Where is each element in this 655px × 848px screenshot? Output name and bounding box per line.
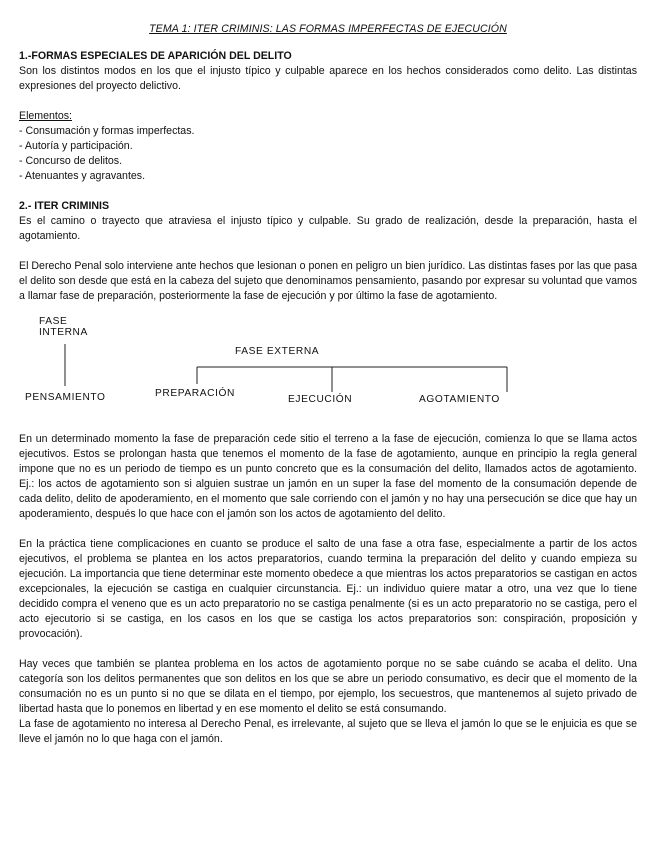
ejecucion-label: EJECUCIÓN: [288, 394, 353, 405]
body-paragraph-2: En la práctica tiene complicaciones en cuanto se produce el salto de una fase a otra fase, especialmente a partir de los actos ejecutivos, el problema se plantea en los actos preparatorios, cuando termina la preparación del delito y cuando empieza su ejecución. La importancia que tiene determinar este momento obedece a que mientras los actos preparatorios se castigan en actos excepcionales, la ejecución se castiga en cualquier circunstancia. Ej.: un individuo quiere matar a otro, una vez que lo tiene decidido compra el veneno que es un acto preparatorio no se castiga penalmente (si es un acto preparatorio no se castiga, pero el acto ejecutorio si se castiga, en los casos en los que se castiga los actos preparatorios son: conspiración, proposición y provocación).: [19, 538, 637, 640]
section2-paragraph-2: El Derecho Penal solo interviene ante hechos que lesionan o ponen en peligro un bien jurídico. Las distintas fases por las que pasa el delito son desde que está en la cabeza del sujeto que denominamos pensamiento, pasando por expresar su voluntad que vamos a llamar fase de preparación, posteriormente la fase de ejecución y por último la fase de agotamiento.: [19, 260, 637, 302]
fase-externa-label: FASE EXTERNA: [235, 346, 320, 357]
body-paragraph-1: En un determinado momento la fase de preparación cede sitio el terreno a la fase de ejecución, comienza lo que se llama actos ejecutivos. Estos se prolongan hasta que tenemos el momento de la fase de agotamiento, aunque en principio la regla general impone que no es un periodo de tiempo es un punto concreto que es la consumación del delito, llamados actos de agotamiento. Ej.: los actos de agotamiento son si alguien sustrae un jamón en un super la fase del momento de la consumación depende de cada delito, delito de apoderamiento, en el momento que sale corriendo con el jamón y no hay una persecución se dice que hay un apoderamiento, después lo que hace con el jamón son los actos de agotamiento del delito.: [19, 433, 637, 520]
list-item: - Atenuantes y agravantes.: [19, 170, 146, 182]
section2-heading: 2.- ITER CRIMINIS: [19, 200, 110, 212]
list-item: - Concurso de delitos.: [19, 155, 123, 167]
fase-interna-label-2: INTERNA: [39, 327, 88, 338]
body-paragraph-4: La fase de agotamiento no interesa al Derecho Penal, es irrelevante, al sujeto que se lleva el jamón lo que se le enjuicia es que se lleve el jamón no lo que haga con el jamón.: [19, 718, 637, 745]
iter-criminis-diagram: [19, 312, 637, 432]
pensamiento-label: PENSAMIENTO: [25, 392, 106, 403]
list-item: - Autoría y participación.: [19, 140, 133, 152]
body-paragraph-3: Hay veces que también se plantea problema en los actos de agotamiento porque no se sabe cuándo se acaba el delito. Una categoría son los delitos permanentes que son delitos en los que se abre un periodo consumativo, es decir que el momento de la consumación no es un punto si no que se dilata en el tiempo, por ejemplo, los secuestros, que mantenemos al sujeto privado de libertad hasta que lo ponemos en libertad y en ese momento el delito se está consumando.: [19, 658, 637, 715]
diagram-lines: [19, 312, 637, 432]
fase-interna-label-1: FASE: [39, 316, 68, 327]
list-item: - Consumación y formas imperfectas.: [19, 125, 195, 137]
section2-paragraph-1: Es el camino o trayecto que atraviesa el injusto típico y culpable. Su grado de realización, desde la preparación, hasta el agotamiento.: [19, 215, 637, 242]
document-title: TEMA 1: ITER CRIMINIS: LAS FORMAS IMPERFECTAS DE EJECUCIÓN: [149, 23, 507, 35]
elements-heading: Elementos:: [19, 110, 72, 122]
preparacion-label: PREPARACIÓN: [155, 388, 236, 399]
section1-heading: 1.-FORMAS ESPECIALES DE APARICIÓN DEL DELITO: [19, 50, 292, 62]
section1-intro: Son los distintos modos en los que el injusto típico y culpable aparece en los hechos considerados como delito. Las distintas expresiones del proyecto delictivo.: [19, 65, 637, 92]
document-page: [19, 22, 637, 747]
elements-list: [19, 124, 637, 184]
agotamiento-label: AGOTAMIENTO: [419, 394, 500, 405]
